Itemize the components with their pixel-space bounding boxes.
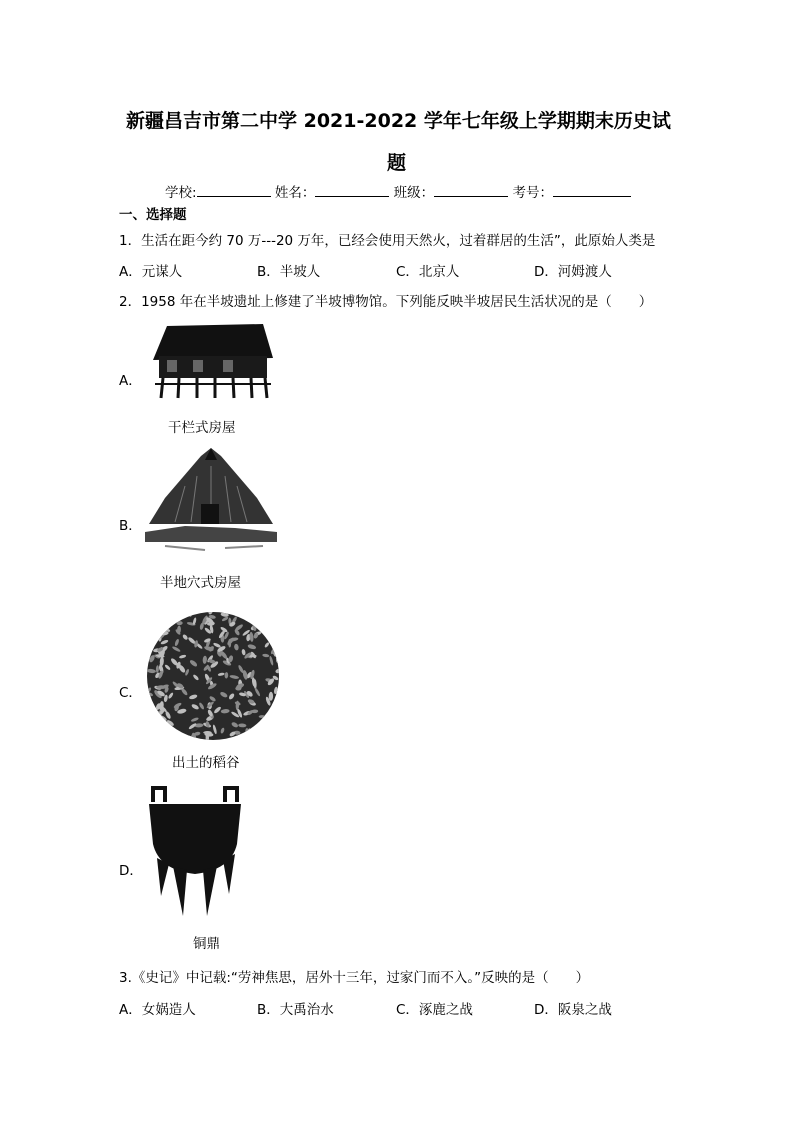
exam-no-label: 考号： bbox=[512, 185, 553, 201]
q2-option-b-caption: 半地穴式房屋 bbox=[160, 575, 241, 591]
page-title-continued: 题 bbox=[387, 152, 407, 174]
section-heading: 一、选择题 bbox=[119, 207, 187, 223]
q1-option-a[interactable]: A．元谋人 bbox=[119, 264, 183, 280]
q1-option-c[interactable]: C．北京人 bbox=[396, 264, 460, 280]
q2-option-b-letter[interactable]: B． bbox=[119, 518, 142, 534]
q3-option-b[interactable]: B．大禹治水 bbox=[257, 1002, 334, 1018]
q1-option-b[interactable]: B．半坡人 bbox=[257, 264, 321, 280]
q2-option-a-caption: 干栏式房屋 bbox=[168, 420, 236, 436]
question-3-stem: 3.《史记》中记载:“劳神焦思，居外十三年，过家门而不入。”反映的是（ ） bbox=[119, 970, 590, 986]
stilt-house-image bbox=[145, 320, 275, 400]
name-blank[interactable] bbox=[315, 184, 389, 197]
class-label: 班级： bbox=[393, 185, 435, 201]
name-label: 姓名： bbox=[274, 185, 316, 201]
class-blank[interactable] bbox=[434, 184, 508, 197]
q2-option-a-letter[interactable]: A． bbox=[119, 373, 142, 389]
school-label: 学校: bbox=[165, 185, 197, 201]
q3-option-c[interactable]: C．涿鹿之战 bbox=[396, 1002, 473, 1018]
question-2-stem: 2．1958 年在半坡遗址上修建了半坡博物馆。下列能反映半坡居民生活状况的是（ ） bbox=[119, 294, 653, 310]
q2-option-c-letter[interactable]: C． bbox=[119, 685, 142, 701]
bronze-ding-image bbox=[145, 784, 245, 920]
school-blank[interactable] bbox=[197, 184, 271, 197]
q2-option-d-caption: 铜鼎 bbox=[193, 936, 220, 952]
q3-option-a[interactable]: A．女娲造人 bbox=[119, 1002, 196, 1018]
q2-option-c-caption: 出土的稻谷 bbox=[172, 755, 240, 771]
rice-grains-image bbox=[145, 610, 281, 742]
q3-option-d[interactable]: D．阪泉之战 bbox=[534, 1002, 612, 1018]
page-title: 新疆昌吉市第二中学 2021-2022 学年七年级上学期期末历史试 bbox=[126, 110, 671, 132]
exam-no-blank[interactable] bbox=[553, 184, 631, 197]
info-line bbox=[165, 181, 631, 201]
semi-subterranean-house-image bbox=[145, 446, 277, 560]
q2-option-d-letter[interactable]: D． bbox=[119, 863, 143, 879]
q1-option-d[interactable]: D．河姆渡人 bbox=[534, 264, 612, 280]
question-1-stem: 1．生活在距今约 70 万---20 万年，已经会使用天然火，过着群居的生活”，此原始人类是 bbox=[119, 233, 656, 249]
